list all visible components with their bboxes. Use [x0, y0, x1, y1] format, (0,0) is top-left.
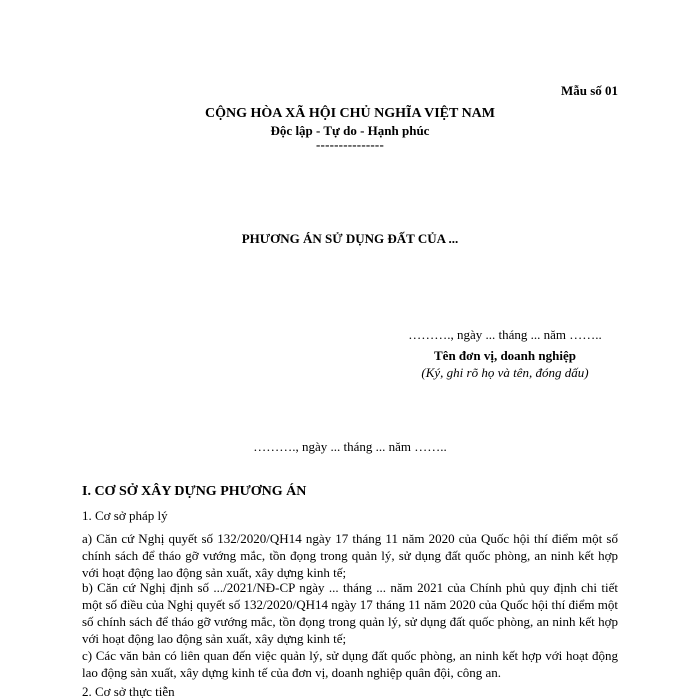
form-number: Mẫu số 01	[560, 83, 618, 98]
national-title: CỘNG HÒA XÃ HỘI CHỦ NGHĨA VIỆT NAM	[204, 106, 495, 121]
national-motto: Độc lập - Tự do - Hạnh phúc	[270, 123, 430, 138]
signature-note: (Ký, ghi rõ họ và tên, đóng dấu)	[421, 365, 589, 380]
legal-basis-paragraph-c: c) Các văn bản có liên quan đến việc quản lý, sử dụng đất quốc phòng, an ninh kết hợp với hoạt động lao động sản xuất, xây dựng kinh tế của đơn vị, doanh nghiệp quân đội, công an.	[82, 648, 618, 680]
header-separator: ---------------	[316, 137, 384, 152]
legal-basis-paragraph-b: b) Căn cứ Nghị định số .../2021/NĐ-CP ngày ... tháng ... năm 2021 của Chính phủ quy định chi tiết một số điều của Nghị quyết số 132/2020/QH14 ngày 17 tháng 11 năm 2020 của Quốc hội thí điểm một số chính sách để tháo gỡ vướng mắc, tồn đọng trong quản lý, sử dụng đất quốc phòng, an ninh kết hợp với hoạt động lao động sản xuất, xây dựng kinh tế;	[82, 580, 618, 646]
legal-basis-heading: 1. Cơ sở pháp lý	[82, 508, 168, 523]
second-date-line: ………., ngày ... tháng ... năm ……..	[253, 439, 447, 454]
document-title: PHƯƠNG ÁN SỬ DỤNG ĐẤT CỦA ...	[241, 231, 459, 246]
legal-basis-paragraph-a: a) Căn cứ Nghị quyết số 132/2020/QH14 ngày 17 tháng 11 năm 2020 của Quốc hội thí điểm một số chính sách để tháo gỡ vướng mắc, tồn đọng trong quản lý, sử dụng đất quốc phòng, an ninh kết hợp với hoạt động lao động sản xuất, xây dựng kinh tế;	[82, 531, 618, 580]
signature-unit-name: Tên đơn vị, doanh nghiệp	[434, 348, 576, 363]
section-1-heading: I. CƠ SỞ XÂY DỰNG PHƯƠNG ÁN	[82, 484, 307, 499]
practical-basis-heading: 2. Cơ sở thực tiễn	[82, 684, 175, 699]
signature-date-line: ………., ngày ... tháng ... năm ……..	[408, 327, 602, 342]
